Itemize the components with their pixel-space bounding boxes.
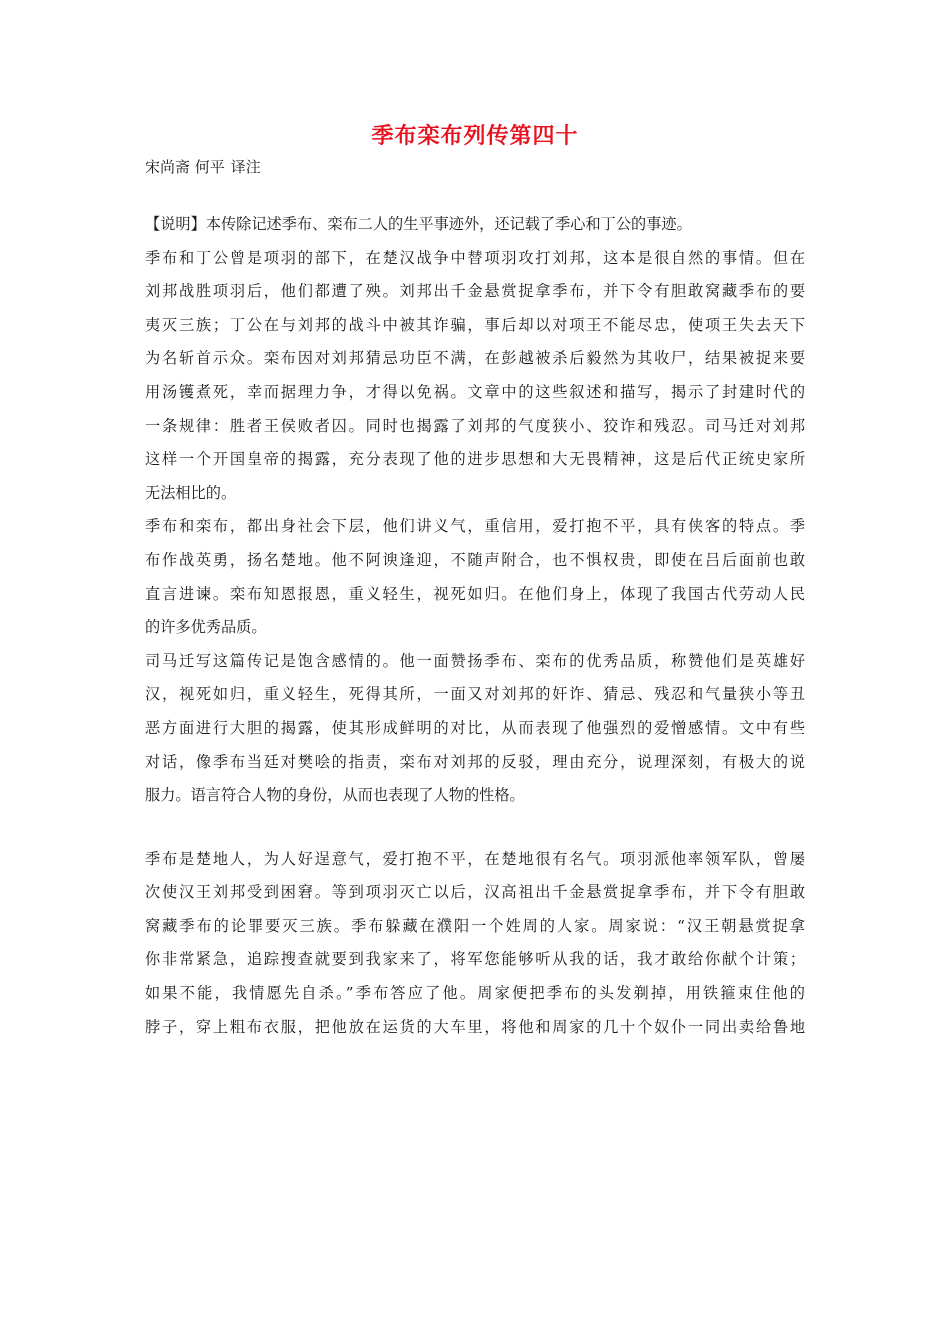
text-line: 为名斩首示众。栾布因对刘邦猜忌功臣不满，在彭越被杀后毅然为其收尸，结果被捉来要: [145, 349, 805, 368]
text-line: 对话，像季布当廷对樊哙的指责，栾布对刘邦的反驳，理由充分，说理深刻，有极大的说: [145, 752, 805, 771]
text-line: 这样一个开国皇帝的揭露，充分表现了他的进步思想和大无畏精神，这是后代正统史家所: [145, 450, 805, 469]
intro-note: [145, 208, 805, 242]
text-line: 无法相比的。: [145, 483, 237, 502]
text-line: 次使汉王刘邦受到困窘。等到项羽灭亡以后，汉高祖出千金悬赏捉拿季布，并下令有胆敢: [145, 883, 805, 902]
text-line: 窝藏季布的论罪要灭三族。季布躲藏在濮阳一个姓周的人家。周家说：“汉王朝悬赏捉拿: [145, 916, 805, 935]
text-line: 季布和栾布，都出身社会下层，他们讲义气，重信用，爱打抱不平，具有侠客的特点。季: [145, 517, 805, 536]
document-page: [145, 120, 805, 1044]
byline-authors: 宋尚斋 何平: [145, 158, 225, 176]
text-line: 直言进谏。栾布知恩报恩，重义轻生，视死如归。在他们身上，体现了我国古代劳动人民: [145, 584, 805, 603]
byline-role: 译注: [230, 158, 261, 176]
text-line: 季布是楚地人，为人好逞意气，爱打抱不平，在楚地很有名气。项羽派他率领军队，曾屡: [145, 849, 805, 868]
intro-paragraph-1: [145, 242, 805, 511]
text-line: 你非常紧急，追踪搜查就要到我家来了，将军您能够听从我的话，我才敢给你献个计策；: [145, 950, 805, 969]
text-line: 脖子，穿上粗布衣服，把他放在运货的大车里，将他和周家的几十个奴仆一同出卖给鲁地: [145, 1017, 805, 1036]
text-line: 刘邦战胜项羽后，他们都遭了殃。刘邦出千金悬赏捉拿季布，并下令有胆敢窝藏季布的要: [145, 282, 805, 301]
document-title: 季布栾布列传第四十: [371, 123, 579, 149]
text-line: 的许多优秀品质。: [145, 618, 267, 637]
text-line: 如果不能，我情愿先自杀。”季布答应了他。周家便把季布的头发剃掉，用铁箍束住他的: [145, 984, 805, 1003]
intro-note-line: 【说明】本传除记述季布、栾布二人的生平事迹外，还记载了季心和丁公的事迹。: [145, 215, 692, 233]
text-line: 司马迁写这篇传记是饱含感情的。他一面赞扬季布、栾布的优秀品质，称赞他们是英雄好: [145, 651, 805, 670]
section-gap: [145, 813, 805, 843]
text-line: 汉，视死如归，重义轻生，死得其所，一面又对刘邦的奸诈、猜忌、残忍和气量狭小等丑: [145, 685, 805, 704]
intro-paragraph-2: [145, 510, 805, 644]
text-line: 服力。语言符合人物的身份，从而也表现了人物的性格。: [145, 786, 525, 805]
text-line: 恶方面进行大胆的揭露，使其形成鲜明的对比，从而表现了他强烈的爱憎感情。文中有些: [145, 718, 805, 737]
text-line: 一条规律：胜者王侯败者囚。同时也揭露了刘邦的气度狭小、狡诈和残忍。司马迁对刘邦: [145, 416, 805, 435]
body-paragraph-1: [145, 843, 805, 1045]
text-line: 用汤镬煮死，幸而据理力争，才得以免祸。文章中的这些叙述和描写，揭示了封建时代的: [145, 382, 805, 401]
text-line: 夷灭三族；丁公在与刘邦的战斗中被其诈骗，事后却以对项王不能尽忠，使项王失去天下: [145, 315, 805, 334]
text-line: 季布和丁公曾是项羽的部下，在楚汉战争中替项羽攻打刘邦，这本是很自然的事情。但在: [145, 248, 805, 267]
intro-paragraph-3: [145, 645, 805, 813]
text-line: 布作战英勇，扬名楚地。他不阿谀逢迎，不随声附合，也不惧权贵，即使在吕后面前也敢: [145, 550, 805, 569]
byline: [145, 156, 805, 178]
